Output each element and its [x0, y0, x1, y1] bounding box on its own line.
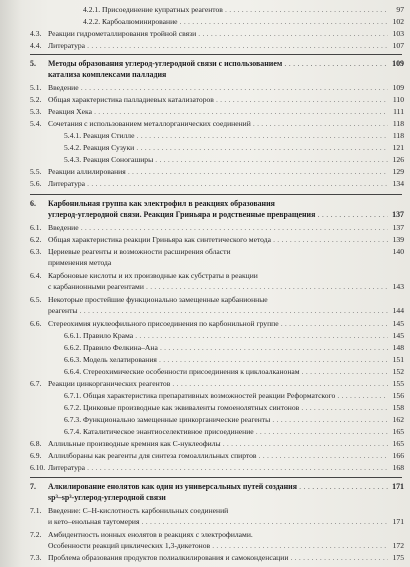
toc-entry-page: 121 — [392, 143, 404, 152]
toc-entry — [0, 438, 410, 449]
toc-chapter-title: Методы образования углерод-углеродной связи с использованием . . . — [48, 58, 388, 69]
toc-entry-page: 165 — [392, 439, 404, 448]
toc-entry-title: Литература . . . — [48, 40, 388, 51]
toc-entry-number: 6.4. — [30, 271, 42, 280]
toc-entry-title: 6.7.3. Функционально замещенные цинкорганические реагенты . . . — [64, 414, 388, 425]
toc-entry-page: 172 — [392, 541, 404, 550]
toc-chapter-page: 109 — [392, 59, 404, 68]
toc-entry-page: 166 — [392, 451, 404, 460]
toc-chapter — [0, 481, 410, 492]
toc-entry-title: Стереохимия нуклеофильного присоединения по карбонильной группе . . . — [48, 318, 388, 329]
toc-entry-number: 5.6. — [30, 179, 42, 188]
toc-entry-title: 6.7.4. Каталитическое энантиоселективное присоединение . . . — [64, 426, 388, 437]
toc-entry-number: 7.2. — [30, 530, 42, 539]
toc-entry-page: 165 — [392, 427, 404, 436]
toc-entry-title: 6.7.1. Общая характеристика препаративных возможностей реакции Реформатского . . . — [64, 390, 388, 401]
toc-entry-number: 5.5. — [30, 167, 42, 176]
toc-entry — [0, 318, 410, 329]
toc-entry — [0, 354, 410, 365]
toc-entry — [0, 142, 410, 153]
toc-entry-page: 151 — [392, 355, 404, 364]
toc-entry — [0, 366, 410, 377]
toc-entry — [0, 330, 410, 341]
toc-entry — [0, 28, 410, 39]
toc-entry-title: 6.6.1. Правило Крама . . . — [64, 330, 388, 341]
toc-chapter — [0, 58, 410, 69]
toc-entry-title: с карбанионными реагентами . . . — [48, 281, 388, 292]
toc-entry-number: 6.8. — [30, 439, 42, 448]
toc-entry-number: 7.1. — [30, 506, 42, 515]
toc-entry-page: 118 — [392, 131, 404, 140]
toc-chapter-continuation — [0, 69, 410, 80]
toc-entry-title: Реакции аллилирования . . . — [48, 166, 388, 177]
toc-entry-number: 6.1. — [30, 223, 42, 232]
toc-entry-page: 111 — [393, 107, 404, 116]
toc-entry-title: и кето–енольная таутомерия . . . — [48, 516, 388, 527]
toc-entry-title: 4.2.2. Карбоалюминирование . . . — [83, 16, 388, 27]
toc-entry-title: Общая характеристика палладиевых катализаторов . . . — [48, 94, 388, 105]
toc-entry-continuation — [0, 540, 410, 551]
toc-entry — [0, 426, 410, 437]
toc-entry-title: Сочетания с использованием металлорганических соединений . . . — [48, 118, 388, 129]
toc-entry-page: 107 — [392, 41, 404, 50]
chapter-divider — [30, 54, 402, 55]
toc-entry-number: 4.3. — [30, 29, 42, 38]
toc-entry — [0, 342, 410, 353]
toc-entry-page: 162 — [392, 415, 404, 424]
toc-entry-page: 134 — [392, 179, 404, 188]
toc-entry — [0, 130, 410, 141]
toc-entry — [0, 529, 410, 540]
toc-entry-title: Общая характеристика реакции Гриньяра как синтетического метода . . . — [48, 234, 388, 245]
toc-entry — [0, 402, 410, 413]
toc-entry-title: 5.4.2. Реакция Сузуки . . . — [64, 142, 388, 153]
toc-entry — [0, 234, 410, 245]
toc-chapter-number: 6. — [30, 199, 36, 208]
toc-chapter-page: 137 — [392, 210, 404, 219]
toc-entry-title: Введение: С–Н-кислотность карбонильных соединений — [48, 506, 229, 515]
toc-chapter-title: углерод-углеродной связи. Реакция Гриньяра и родственные превращения . . . — [48, 209, 388, 220]
toc-entry-number: 6.2. — [30, 235, 42, 244]
toc-entry-page: 97 — [396, 5, 404, 14]
toc-entry-title: Цериевые реагенты и возможности расширения области — [48, 247, 231, 256]
toc-entry-title: Некоторые простейшие функционально замещенные карбанионные — [48, 295, 268, 304]
toc-entry — [0, 40, 410, 51]
toc-entry-page: 144 — [392, 306, 404, 315]
toc-entry-number: 6.9. — [30, 451, 42, 460]
toc-chapter-title: Алкилирование енолятов как один из универсальных путей создания . . . — [48, 481, 388, 492]
toc-entry — [0, 450, 410, 461]
toc-entry-title: Реакции гидрометаллирования тройной связи . . . — [48, 28, 388, 39]
toc-entry — [0, 378, 410, 389]
toc-entry-page: 148 — [392, 343, 404, 352]
toc-entry-number: 5.4. — [30, 119, 42, 128]
toc-entry — [0, 505, 410, 516]
toc-entry-page: 145 — [392, 319, 404, 328]
toc-entry-title: Реакции цинкорганических реагентов . . . — [48, 378, 388, 389]
toc-entry — [0, 270, 410, 281]
toc-chapter-continuation — [0, 209, 410, 220]
toc-chapter-continuation — [0, 492, 410, 503]
toc-entry-title: Литература . . . — [48, 462, 388, 473]
chapter-divider — [30, 477, 402, 478]
toc-chapter — [0, 198, 410, 209]
toc-entry-number: 6.10. — [30, 463, 46, 472]
toc-entry-number: 6.7. — [30, 379, 42, 388]
toc-entry-title: реагенты . . . — [48, 305, 388, 316]
toc-entry — [0, 294, 410, 305]
toc-entry-page: 143 — [392, 282, 404, 291]
toc-entry-page: 156 — [392, 391, 404, 400]
toc-entry-title: Карбоновые кислоты и их производные как субстраты в реакции — [48, 271, 258, 280]
toc-chapter-number: 5. — [30, 59, 36, 68]
toc-entry-page: 171 — [392, 517, 404, 526]
toc-entry-continuation — [0, 281, 410, 292]
toc-entry-title: Реакция Хека . . . — [48, 106, 388, 117]
toc-entry-title: Проблема образования продуктов полиалкилирования и самоконденсации . . . — [48, 552, 388, 563]
toc-entry-page: 129 — [392, 167, 404, 176]
toc-entry — [0, 154, 410, 165]
toc-entry — [0, 462, 410, 473]
toc-entry-title: 6.6.3. Модель хелатирования . . . — [64, 354, 388, 365]
toc-entry-number: 5.1. — [30, 83, 42, 92]
toc-entry-title: Амбидентность ионных енолятов в реакциях с электрофилами. — [48, 530, 253, 539]
toc-entry-title: 5.4.3. Реакция Соногаширы . . . — [64, 154, 388, 165]
toc-entry-continuation — [0, 257, 410, 268]
toc-entry-title: применения метода — [48, 258, 112, 267]
toc-entry — [0, 166, 410, 177]
toc-entry-number: 5.2. — [30, 95, 42, 104]
toc-chapter-page: 171 — [392, 482, 404, 491]
toc-entry — [0, 16, 410, 27]
toc-entry — [0, 82, 410, 93]
toc-entry-title: Введение . . . — [48, 222, 388, 233]
toc-entry-page: 103 — [392, 29, 404, 38]
toc-entry — [0, 4, 410, 15]
toc-entry-continuation — [0, 305, 410, 316]
toc-entry-page: 155 — [392, 379, 404, 388]
toc-entry-number: 4.4. — [30, 41, 42, 50]
toc-entry-page: 102 — [392, 17, 404, 26]
toc-entry-number: 5.3. — [30, 107, 42, 116]
toc-entry — [0, 106, 410, 117]
toc-entry-number: 6.6. — [30, 319, 42, 328]
toc-entry-title: Особенности реакций циклических 1,3-дикетонов . . . — [48, 540, 388, 551]
toc-entry-page: 110 — [392, 95, 404, 104]
toc-chapter-title: sp³–sp³-углерод-углеродной связи — [48, 493, 166, 502]
chapter-divider — [30, 194, 402, 195]
toc-chapter-number: 7. — [30, 482, 36, 491]
toc-entry — [0, 552, 410, 563]
toc-chapter-title: Карбонильная группа как электрофил в реакциях образования — [48, 199, 275, 208]
toc-entry-title: Аллильные производные кремния как С-нуклеофилы . . . — [48, 438, 388, 449]
toc-entry-number: 6.5. — [30, 295, 42, 304]
toc-entry-page: 145 — [392, 331, 404, 340]
toc-entry-title: 4.2.1. Присоединение купратных реагентов . . . — [83, 4, 388, 15]
toc-entry-page: 137 — [392, 223, 404, 232]
toc-entry — [0, 178, 410, 189]
toc-entry-title: 6.6.4. Стереохимические особенности присоединения к циклоалканонам . . . — [64, 366, 388, 377]
toc-entry — [0, 222, 410, 233]
toc-entry-page: 109 — [392, 83, 404, 92]
toc-entry-page: 175 — [392, 553, 404, 562]
toc-entry-title: 6.7.2. Цинковые производные как эквиваленты гомоенолятных синтонов . . . — [64, 402, 388, 413]
toc-entry — [0, 390, 410, 401]
toc-entry-continuation — [0, 516, 410, 527]
toc-entry-page: 158 — [392, 403, 404, 412]
toc-entry — [0, 414, 410, 425]
toc-entry-page: 140 — [392, 247, 404, 256]
toc-entry-number: 6.3. — [30, 247, 42, 256]
toc-entry — [0, 118, 410, 129]
toc-entry-title: Введение . . . — [48, 82, 388, 93]
toc-chapter-title: катализа комплексами палладия — [48, 70, 167, 79]
toc-entry-page: 152 — [392, 367, 404, 376]
toc-entry-number: 7.3. — [30, 553, 42, 562]
toc-entry-page: 126 — [392, 155, 404, 164]
toc-entry-page: 168 — [392, 463, 404, 472]
toc-entry-title: 5.4.1. Реакция Стилле . . . — [64, 130, 388, 141]
toc-entry-page: 139 — [392, 235, 404, 244]
toc-entry — [0, 94, 410, 105]
toc-entry-title: Литература . . . — [48, 178, 388, 189]
toc-entry-title: 6.6.2. Правило Фелкина–Ана . . . — [64, 342, 388, 353]
toc-entry-title: Аллилбораны как реагенты для синтеза гомоаллильных спиртов . . . — [48, 450, 388, 461]
toc-entry — [0, 246, 410, 257]
toc-entry-page: 118 — [392, 119, 404, 128]
